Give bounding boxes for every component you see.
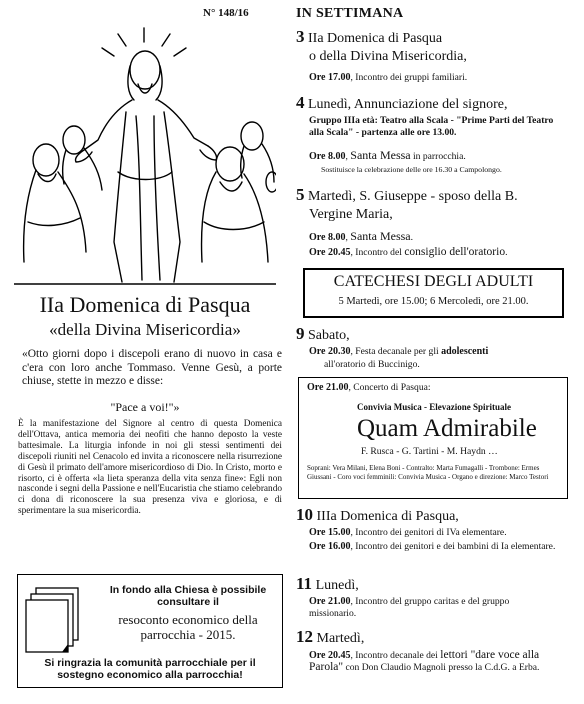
day-10-heading: 10 IIIa Domenica di Pasqua, [296,505,459,524]
day-4-heading: 4 Lunedì, Annunciazione del signore, [296,93,508,112]
catechesis-box [303,268,564,318]
day-3-heading: 3 IIa Domenica di Pasqua [296,27,443,46]
day-11-heading: 11 Lunedì, [296,574,359,593]
day-9-event-2: all'oratorio di Buccinigo. [324,359,420,370]
documents-icon [22,586,82,658]
concert-credits: Soprani: Vera Milani, Elena Boni - Contralto: Marta Fumagalli - Trombone: Ermes Giussani - Coro voci femminili: Convivia Musica - Organo e direzione: Marco Testori [307,464,549,481]
box-line-1: In fondo alla Chiesa è possibile consultare il [109,584,267,608]
concert-composers: F. Rusca - G. Tartini - M. Haydn … [361,446,498,457]
day-5-heading: 5 Martedì, S. Giuseppe - sposo della B. [296,185,518,204]
day-10-event-2: Ore 16.00, Incontro dei genitori e dei bambini di Ia elementare. [309,541,556,552]
day-3-heading-2: o della Divina Misericordia, [309,49,467,64]
day-9-heading: 9 Sabato, [296,324,350,343]
day-11-event: Ore 21.00, Incontro del gruppo caritas e del gruppo missionario. [309,596,510,619]
gospel-quote: «Otto giorni dopo i discepoli erano di nuovo in casa e c'era con loro anche Tommaso. Venne Gesù, a porte chiuse, stette in mezzo e disse: [22,348,282,387]
liturgy-text: È la manifestazione del Signore al centro di questa Domenica dell'Ottava, antica memoria dei neofiti che hanno deposto la veste battesimale. La liturgia infonde in noi gli stessi sentimenti dei discepoli riuniti nel Cenacolo ed invita a riconoscere nella risurrezione di Gesù il primato dell'amore misericordioso di Dio. In Cristo, morto e risorto, ci è offerta «la lieta speranza della vita senza fine»: Egli non nasconde i segni della Passione e nell'Eucaristia che stiamo celebrando ci dona di riconoscere la sua presenza viva e gloriosa, e di sperimentare la sua misericordia. [18,419,282,517]
concert-title: Quam Admirabile [357,415,537,442]
box-line-2: resoconto economico della parrocchia - 2015. [118,612,258,642]
day-4-group-trip: Gruppo IIIa età: Teatro alla Scala - "Prime Parti del Teatro alla Scala" - partenza alle ore 13.00. [309,115,554,138]
day-5-event-2: Ore 20.45, Incontro del consiglio dell'oratorio. [309,246,508,258]
jesus-illustration [14,22,276,290]
week-header: IN SETTIMANA [296,6,404,21]
concert-box [298,377,568,499]
day-12-event: Ore 20.45, Incontro decanale dei lettori "dare voce alla Parola" con Don Claudio Magnoli presso la C.d.G. a Erba. [309,649,540,673]
concert-choir: Convivia Musica - Elevazione Spirituale [357,402,511,412]
concert-time: Ore 21.00, Concerto di Pasqua: [307,382,431,393]
day-4-event: Ore 8.00, Santa Messa in parrocchia. [309,148,466,162]
gospel-quote-end: "Pace a voi!"» [110,400,180,414]
day-9-event: Ore 20.30, Festa decanale per gli adolescenti [309,346,489,357]
catechesis-schedule: 5 Martedì, ore 15.00; 6 Mercoledì, ore 21.00. [338,296,529,307]
box-line-3: Si ringrazia la comunità parrocchiale per il sostegno economico alla parrocchia! [44,657,256,681]
day-10-event-1: Ore 15.00, Incontro dei genitori di IVa elementare. [309,527,507,538]
day-12-heading: 12 Martedì, [296,627,365,646]
page-subtitle: «della Divina Misericordia» [49,320,241,339]
page-title: IIa Domenica di Pasqua [39,292,251,317]
day-5-heading-2: Vergine Maria, [309,207,393,222]
day-5-event-1: Ore 8.00, Santa Messa. [309,229,414,243]
catechesis-title: CATECHESI DEGLI ADULTI [333,273,534,290]
issue-number: N° 148/16 [203,7,249,19]
day-4-note: Sostituisce la celebrazione delle ore 16.30 a Campolongo. [321,165,502,174]
day-3-event: Ore 17.00, Incontro dei gruppi familiari. [309,72,468,83]
